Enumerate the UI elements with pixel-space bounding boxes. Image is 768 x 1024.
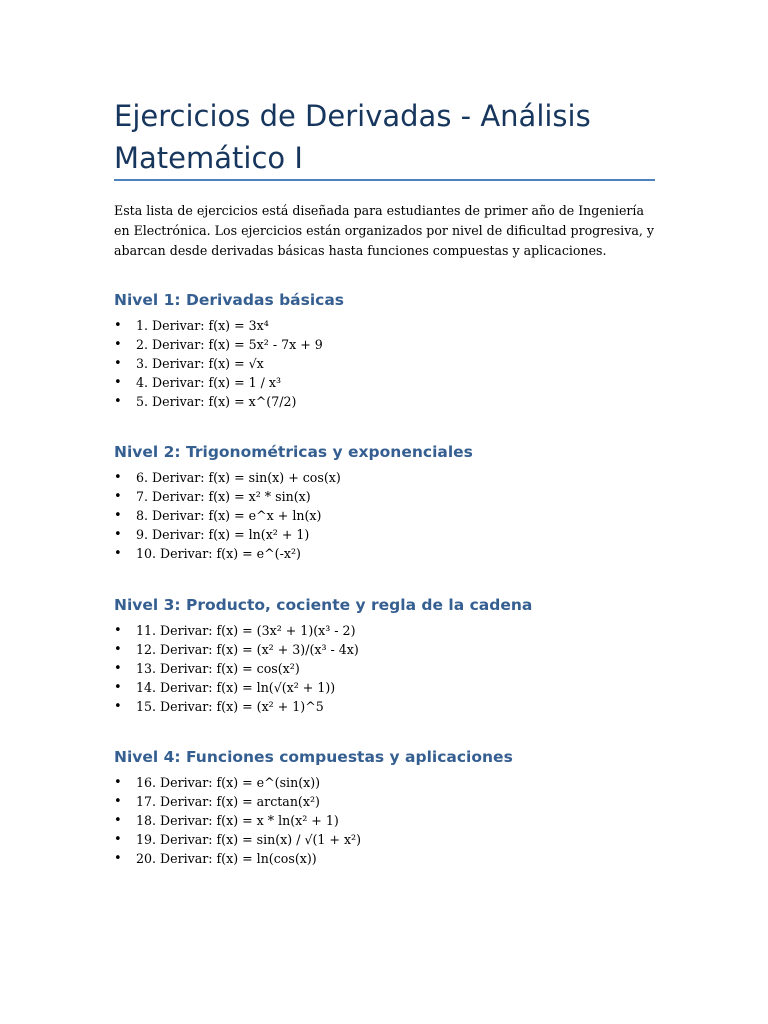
- bullet-icon: •: [114, 813, 122, 828]
- list-item: [114, 773, 674, 792]
- exercise-text: 11. Derivar: f(x) = (3x² + 1)(x³ - 2): [136, 623, 356, 638]
- list-item: [114, 544, 674, 563]
- bullet-icon: •: [114, 489, 122, 504]
- exercise-text: 20. Derivar: f(x) = ln(cos(x)): [136, 851, 317, 866]
- list-item: [114, 621, 674, 640]
- list-item: [114, 640, 674, 659]
- list-item: [114, 316, 674, 335]
- exercise-text: 15. Derivar: f(x) = (x² + 1)^5: [136, 699, 324, 714]
- bullet-icon: •: [114, 337, 122, 352]
- section-heading: Nivel 4: Funciones compuestas y aplicaciones: [114, 748, 513, 766]
- page-title: Ejercicios de Derivadas - Análisis Matemático I: [114, 99, 591, 175]
- list-item: [114, 392, 674, 411]
- bullet-icon: •: [114, 508, 122, 523]
- exercise-list: [114, 316, 674, 411]
- bullet-icon: •: [114, 356, 122, 371]
- bullet-icon: •: [114, 794, 122, 809]
- bullet-icon: •: [114, 546, 122, 561]
- exercise-text: 3. Derivar: f(x) = √x: [136, 356, 264, 371]
- title-block: [114, 95, 655, 179]
- list-item: [114, 849, 674, 868]
- exercise-text: 12. Derivar: f(x) = (x² + 3)/(x³ - 4x): [136, 642, 359, 657]
- exercise-text: 16. Derivar: f(x) = e^(sin(x)): [136, 775, 321, 790]
- exercise-list: [114, 773, 674, 868]
- list-item: [114, 792, 674, 811]
- section-nivel-1: [114, 289, 674, 411]
- bullet-icon: •: [114, 623, 122, 638]
- list-item: [114, 697, 674, 716]
- bullet-icon: •: [114, 832, 122, 847]
- exercise-list: [114, 621, 674, 716]
- bullet-icon: •: [114, 527, 122, 542]
- bullet-icon: •: [114, 642, 122, 657]
- exercise-text: 4. Derivar: f(x) = 1 / x³: [136, 375, 282, 390]
- bullet-icon: •: [114, 394, 122, 409]
- bullet-icon: •: [114, 318, 122, 333]
- exercise-text: 2. Derivar: f(x) = 5x² - 7x + 9: [136, 337, 323, 352]
- list-item: [114, 468, 674, 487]
- list-item: [114, 373, 674, 392]
- bullet-icon: •: [114, 661, 122, 676]
- exercise-text: 10. Derivar: f(x) = e^(-x²): [136, 546, 301, 561]
- list-item: [114, 659, 674, 678]
- exercise-list: [114, 468, 674, 563]
- bullet-icon: •: [114, 775, 122, 790]
- exercise-text: 8. Derivar: f(x) = e^x + ln(x): [136, 508, 322, 523]
- bullet-icon: •: [114, 851, 122, 866]
- section-nivel-3: [114, 594, 674, 716]
- exercise-text: 13. Derivar: f(x) = cos(x²): [136, 661, 300, 676]
- exercise-text: 1. Derivar: f(x) = 3x⁴: [136, 318, 269, 333]
- exercise-text: 6. Derivar: f(x) = sin(x) + cos(x): [136, 470, 341, 485]
- list-item: [114, 811, 674, 830]
- title-underline-rule: [114, 179, 655, 181]
- section-nivel-4: [114, 746, 674, 868]
- exercise-text: 14. Derivar: f(x) = ln(√(x² + 1)): [136, 680, 336, 695]
- section-heading: Nivel 2: Trigonométricas y exponenciales: [114, 443, 473, 461]
- list-item: [114, 335, 674, 354]
- bullet-icon: •: [114, 699, 122, 714]
- list-item: [114, 506, 674, 525]
- intro-paragraph: Esta lista de ejercicios está diseñada para estudiantes de primer año de Ingeniería en Electrónica. Los ejercicios están organizados por nivel de dificultad progresiva, y abarcan desde derivadas básicas hasta funciones compuestas y aplicaciones.: [114, 203, 654, 258]
- exercise-text: 9. Derivar: f(x) = ln(x² + 1): [136, 527, 310, 542]
- list-item: [114, 487, 674, 506]
- list-item: [114, 525, 674, 544]
- exercise-text: 7. Derivar: f(x) = x² * sin(x): [136, 489, 311, 504]
- list-item: [114, 830, 674, 849]
- section-heading: Nivel 3: Producto, cociente y regla de la cadena: [114, 596, 533, 614]
- exercise-text: 17. Derivar: f(x) = arctan(x²): [136, 794, 320, 809]
- list-item: [114, 354, 674, 373]
- exercise-text: 18. Derivar: f(x) = x * ln(x² + 1): [136, 813, 339, 828]
- bullet-icon: •: [114, 375, 122, 390]
- list-item: [114, 678, 674, 697]
- exercise-text: 19. Derivar: f(x) = sin(x) / √(1 + x²): [136, 832, 362, 847]
- exercise-text: 5. Derivar: f(x) = x^(7/2): [136, 394, 297, 409]
- bullet-icon: •: [114, 680, 122, 695]
- bullet-icon: •: [114, 470, 122, 485]
- section-heading: Nivel 1: Derivadas básicas: [114, 291, 345, 309]
- section-nivel-2: [114, 441, 674, 563]
